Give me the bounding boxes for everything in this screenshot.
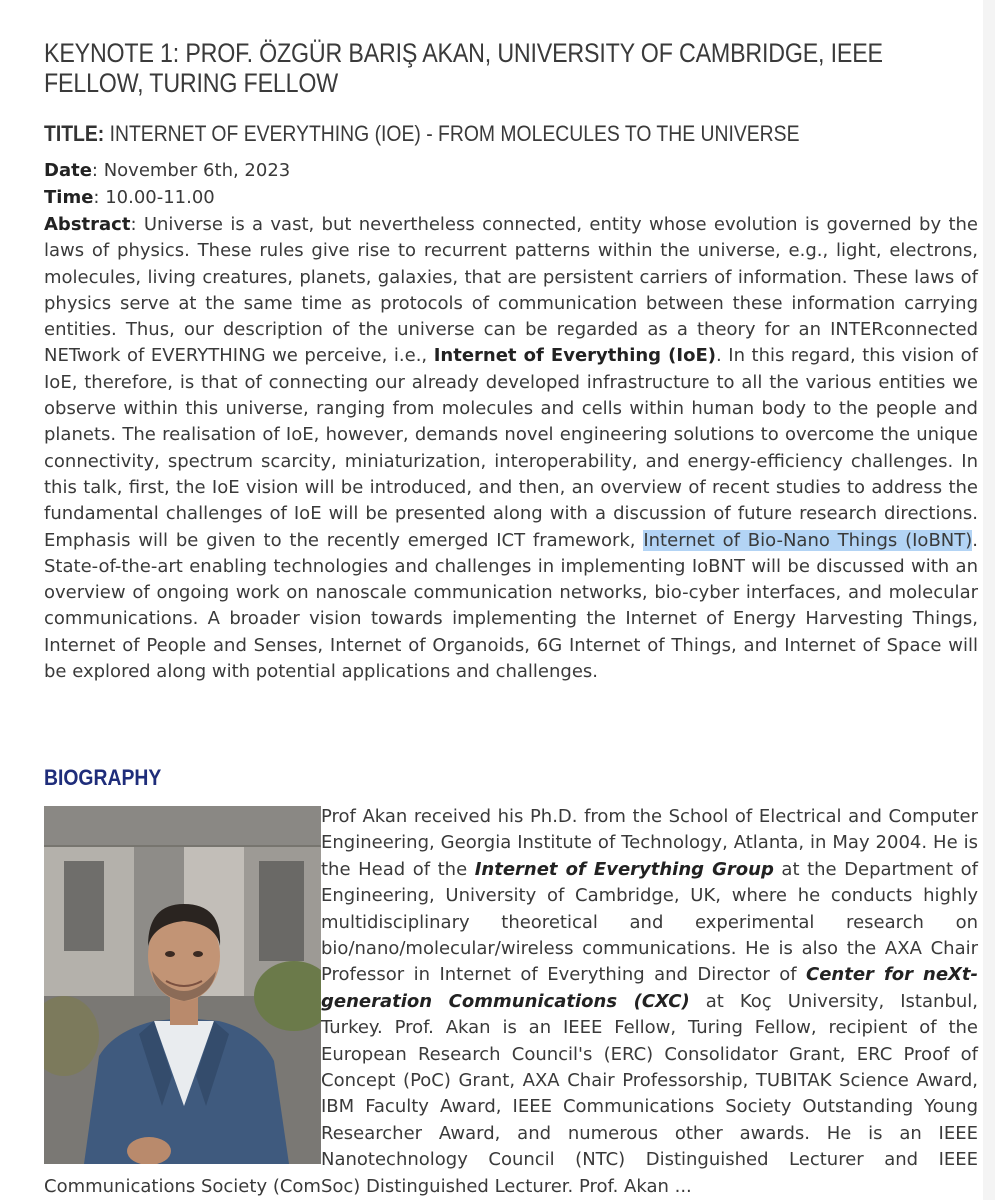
biography-heading: BIOGRAPHY xyxy=(44,765,162,790)
speaker-photo-image xyxy=(44,806,321,1164)
speaker-photo xyxy=(44,806,321,1164)
time-value: : 10.00-11.00 xyxy=(93,187,215,208)
abstract-label: Abstract xyxy=(44,214,131,235)
time-label: Time xyxy=(44,187,94,208)
date-value: : November 6th, 2023 xyxy=(91,160,291,181)
bio-ioe-group: Internet of Everything Group xyxy=(474,858,774,880)
selected-text-highlight[interactable]: Internet of Bio-Nano Things (IoBNT) xyxy=(643,529,973,551)
abstract-text-2: . In this regard, this vision of IoE, therefore, is that of connecting our already developed infrastructure to all the various entities we observe within this universe, ranging from molecules and cells within human body to the people and planets. The realisation of IoE, however, demands novel engineering solutions to overcome the unique connectivity, spectrum scarcity, miniaturization, interoperability, and energy-efficiency challenges. In this talk, first, the IoE vision will be introduced, and then, an overview of recent studies to address the fundamental challenges of IoE will be presented along with a discussion of future research directions. Emphasis will be given to the recently emerged ICT framework, xyxy=(44,345,978,551)
abstract-paragraph xyxy=(44,212,978,685)
talk-title xyxy=(44,120,799,148)
time-line xyxy=(44,185,215,211)
date-label: Date xyxy=(44,160,92,181)
talk-title-text: INTERNET OF EVERYTHING (IOE) - FROM MOLECULES TO THE UNIVERSE xyxy=(104,121,800,146)
page-scrollbar[interactable] xyxy=(983,0,995,1200)
talk-title-label: TITLE: xyxy=(44,121,105,146)
biography-paragraph xyxy=(44,804,978,1200)
bio-text-1: Prof Akan received his Ph.D. from the School of Electrical and Computer Engineering, Georgia Institute of Technology, Atlanta, in May 2004. He is the Head of the xyxy=(321,806,978,880)
abstract-ioe-term: Internet of Everything (IoE) xyxy=(433,345,716,367)
keynote-heading: KEYNOTE 1: PROF. ÖZGÜR BARIŞ AKAN, UNIVERSITY OF CAMBRIDGE, IEEE FELLOW, TURING FELLOW xyxy=(44,38,883,98)
bio-cxc-center: Center for neXt-generation Communications (CXC) xyxy=(321,964,978,1012)
abstract-text-3: . State-of-the-art enabling technologies and challenges in implementing IoBNT will be discussed with an overview of ongoing work on nanoscale communication networks, bio-cyber interfaces, and molecular communications. A broader vision towards implementing the Internet of Energy Harvesting Things, Internet of People and Senses, Internet of Organoids, 6G Internet of Things, and Internet of Space will be explored along with potential applications and challenges. xyxy=(44,529,979,683)
date-line xyxy=(44,158,290,184)
bio-text-3: at Koç University, Istanbul, Turkey. Prof. Akan is an IEEE Fellow, Turing Fellow, recipient of the European Research Council's (ERC) Consolidator Grant, ERC Proof of Concept (PoC) Grant, AXA Chair Professorship, TUBITAK Science Award, IBM Faculty Award, IEEE Communications Society Outstanding Young Researcher Award, and numerous other awards. He is an IEEE Nanotechnology Council (NTC) Distinguished Lecturer and IEEE Communications Society (ComSoc) Distinguished Lecturer. Prof. Akan ... xyxy=(44,990,978,1197)
abstract-text-1: : Universe is a vast, but nevertheless connected, entity whose evolution is governed by the laws of physics. These rules give rise to recurrent patterns within the universe, e.g., light, electrons, molecules, living creatures, planets, galaxies, that are persistent carriers of information. These laws of physics serve at the same time as protocols of communication between these information carrying entities. Thus, our description of the universe can be regarded as a theory for an INTERconnected NETwork of EVERYTHING we perceive, i.e., xyxy=(44,214,978,367)
bio-text-2: at the Department of Engineering, University of Cambridge, UK, where he conducts highly multidisciplinary theoretical and experimental research on bio/nano/molecular/wireless communications. He is also the AXA Chair Professor in Internet of Everything and Director of xyxy=(321,858,978,986)
